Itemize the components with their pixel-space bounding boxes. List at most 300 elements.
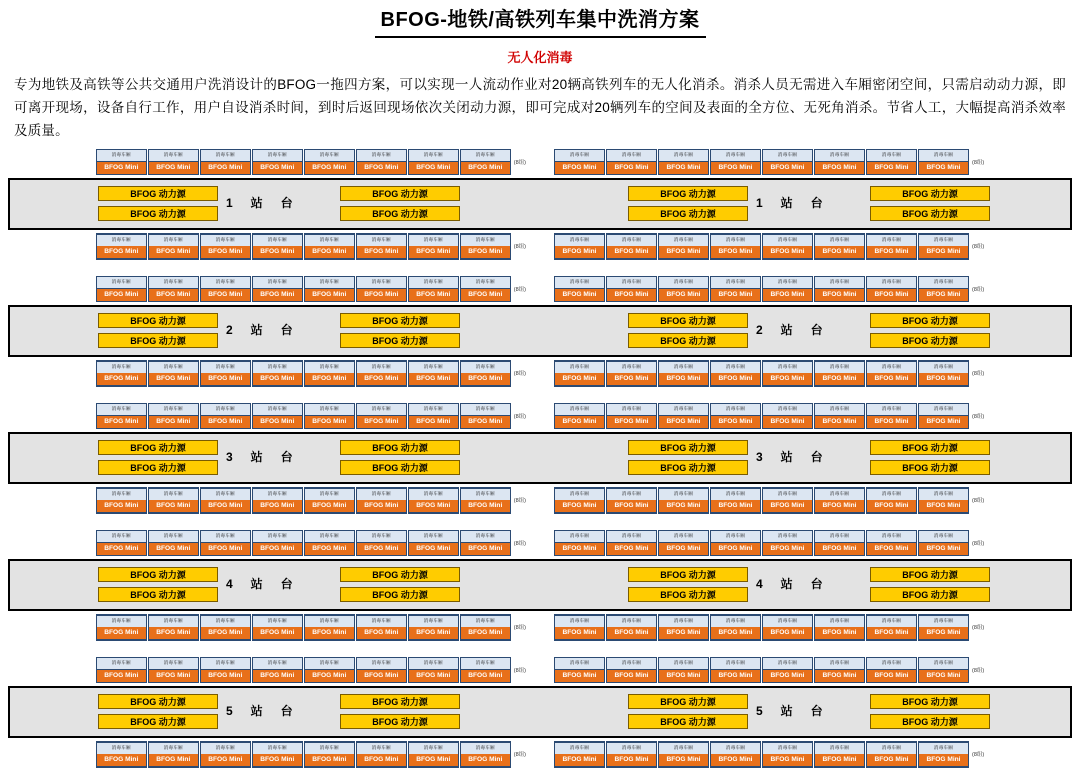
train-car[interactable] — [460, 360, 511, 387]
description-text: 专为地铁及高铁等公共交通用户洗消设计的BFOG一拖四方案，可以实现一人流动作业对20辆高铁列车的无人化消杀。消杀人员无需进入车厢密闭空间，只需启动动力源，即可离开现场，设备自行工作，用户自设消杀时间，到时后返回现场依次关闭动力源，即可完成对20辆列车的空间及表面的全方位、无死角消杀。节省人工，大幅提高消杀效率及质量。 — [14, 77, 1066, 138]
car-label: 消毒车厢 — [475, 279, 495, 285]
car-count-tag: (8组) — [513, 540, 526, 547]
train-left-bottom_row — [96, 614, 511, 641]
car-label: 消毒车厢 — [569, 152, 590, 158]
train-car[interactable] — [606, 233, 657, 260]
row-half-right — [554, 487, 984, 514]
train-car[interactable] — [200, 657, 251, 683]
bfog-power-source[interactable]: BFOG 动力源 — [98, 186, 218, 201]
train-car[interactable] — [918, 149, 969, 175]
bfog-mini-unit: BFOG Mini — [711, 542, 760, 555]
train-car[interactable] — [606, 657, 657, 683]
bfog-mini-unit: BFOG Mini — [607, 542, 656, 555]
row-half-left — [96, 360, 526, 387]
train-car[interactable] — [710, 614, 761, 641]
bfog-power-source[interactable]: BFOG 动力源 — [340, 313, 460, 328]
bfog-power-source[interactable]: BFOG 动力源 — [98, 313, 218, 328]
train-car[interactable] — [304, 614, 355, 641]
row-half-right — [554, 403, 984, 429]
train-car[interactable] — [460, 403, 511, 429]
train-car[interactable] — [460, 487, 511, 514]
train-car[interactable] — [866, 233, 917, 260]
bfog-power-source[interactable]: BFOG 动力源 — [628, 714, 748, 729]
train-car[interactable] — [460, 614, 511, 641]
train-car[interactable] — [356, 233, 407, 260]
car-label: 消毒车厢 — [711, 488, 760, 500]
car-count-tag: (8组) — [513, 625, 526, 632]
train-car[interactable] — [866, 530, 917, 556]
train-car[interactable] — [304, 149, 355, 175]
train-car[interactable] — [918, 614, 969, 641]
train-car[interactable] — [866, 657, 917, 683]
car-count-tag: (8组) — [513, 413, 526, 420]
train-car[interactable] — [762, 276, 813, 302]
train-car[interactable] — [762, 403, 813, 429]
train-car[interactable] — [96, 487, 147, 514]
train-car[interactable] — [762, 360, 813, 387]
train-car[interactable] — [866, 149, 917, 175]
train-car[interactable] — [658, 614, 709, 641]
bfog-power-source[interactable]: BFOG 动力源 — [98, 460, 218, 475]
train-car[interactable] — [356, 741, 407, 768]
train-car[interactable] — [200, 530, 251, 556]
train-car[interactable] — [918, 276, 969, 302]
train-car[interactable] — [304, 657, 355, 683]
row-half-right — [554, 233, 984, 260]
car-label: 消毒车厢 — [555, 615, 604, 627]
train-car[interactable] — [356, 403, 407, 429]
platform-half-right — [540, 434, 1070, 482]
train-car[interactable] — [918, 233, 969, 260]
bfog-power-source[interactable]: BFOG 动力源 — [870, 567, 990, 582]
bfog-mini-unit: BFOG Mini — [763, 246, 812, 259]
train-car[interactable] — [356, 276, 407, 302]
bfog-power-source[interactable]: BFOG 动力源 — [870, 587, 990, 602]
train-car[interactable] — [304, 741, 355, 768]
car-label: 消毒车厢 — [555, 488, 604, 500]
train-car[interactable] — [408, 149, 459, 175]
bfog-power-source[interactable]: BFOG 动力源 — [340, 587, 460, 602]
train-car[interactable] — [918, 487, 969, 514]
bfog-mini-unit: BFOG Mini — [253, 669, 302, 682]
car-label: 消毒车厢 — [267, 533, 287, 539]
train-car[interactable] — [554, 276, 605, 302]
bfog-mini-unit: BFOG Mini — [357, 754, 406, 767]
car-label: 消毒车厢 — [621, 533, 642, 539]
car-label: 消毒车厢 — [409, 361, 458, 373]
bfog-mini-unit: BFOG Mini — [409, 627, 458, 640]
train-car[interactable] — [96, 657, 147, 683]
train-car[interactable] — [710, 403, 761, 429]
bfog-power-source[interactable]: BFOG 动力源 — [628, 694, 748, 709]
train-car[interactable] — [96, 233, 147, 260]
car-label: 消毒车厢 — [607, 361, 656, 373]
car-label: 消毒车厢 — [725, 279, 746, 285]
train-car[interactable] — [408, 233, 459, 260]
train-car[interactable] — [554, 360, 605, 387]
train-car[interactable] — [606, 741, 657, 768]
train-car[interactable] — [460, 233, 511, 260]
bfog-power-source[interactable]: BFOG 动力源 — [340, 440, 460, 455]
car-label: 消毒车厢 — [815, 361, 864, 373]
train-car[interactable] — [606, 276, 657, 302]
train-car[interactable] — [356, 149, 407, 175]
bfog-mini-unit: BFOG Mini — [97, 415, 146, 428]
bfog-mini-unit: BFOG Mini — [97, 246, 146, 259]
train-car[interactable] — [554, 403, 605, 429]
bfog-power-source[interactable]: BFOG 动力源 — [340, 333, 460, 348]
train-car[interactable] — [148, 403, 199, 429]
car-label: 消毒车厢 — [829, 279, 850, 285]
train-car[interactable] — [200, 149, 251, 175]
bfog-mini-unit: BFOG Mini — [555, 542, 604, 555]
train-car[interactable] — [658, 276, 709, 302]
car-label: 消毒车厢 — [461, 488, 510, 500]
bfog-power-source[interactable]: BFOG 动力源 — [340, 694, 460, 709]
bfog-mini-unit: BFOG Mini — [763, 627, 812, 640]
train-car[interactable] — [148, 360, 199, 387]
train-car[interactable] — [304, 276, 355, 302]
bfog-mini-unit: BFOG Mini — [201, 754, 250, 767]
bfog-power-source[interactable]: BFOG 动力源 — [870, 440, 990, 455]
platform-half-left — [10, 307, 540, 355]
train-car[interactable] — [554, 741, 605, 768]
train-car[interactable] — [356, 360, 407, 387]
car-label: 消毒车厢 — [201, 742, 250, 754]
train-car[interactable] — [408, 403, 459, 429]
train-car[interactable] — [762, 530, 813, 556]
page-subtitle: 无人化消毒 — [507, 50, 573, 65]
platform-half-left — [10, 180, 540, 228]
car-label: 消毒车厢 — [461, 361, 510, 373]
train-car[interactable] — [606, 614, 657, 641]
train-car[interactable] — [866, 741, 917, 768]
bfog-mini-unit: BFOG Mini — [555, 500, 604, 513]
train-car[interactable] — [710, 530, 761, 556]
train-car[interactable] — [148, 530, 199, 556]
bfog-power-source[interactable]: BFOG 动力源 — [628, 333, 748, 348]
train-car[interactable] — [658, 149, 709, 175]
train-car[interactable] — [554, 657, 605, 683]
train-car[interactable] — [356, 657, 407, 683]
car-label: 消毒车厢 — [253, 234, 302, 246]
train-car[interactable] — [658, 403, 709, 429]
bfog-power-source[interactable]: BFOG 动力源 — [98, 587, 218, 602]
car-label: 消毒车厢 — [621, 660, 642, 666]
car-label: 消毒车厢 — [253, 615, 302, 627]
row-half-right — [554, 614, 984, 641]
train-car[interactable] — [710, 149, 761, 175]
train-car[interactable] — [762, 657, 813, 683]
train-car[interactable] — [96, 276, 147, 302]
train-car[interactable] — [252, 403, 303, 429]
train-car[interactable] — [304, 487, 355, 514]
bfog-mini-unit: BFOG Mini — [659, 415, 708, 428]
train-car[interactable] — [814, 233, 865, 260]
bfog-power-source[interactable]: BFOG 动力源 — [98, 440, 218, 455]
bfog-mini-unit: BFOG Mini — [357, 500, 406, 513]
station-spacer — [8, 266, 1072, 276]
train-car[interactable] — [148, 233, 199, 260]
car-label: 消毒车厢 — [621, 279, 642, 285]
train-car[interactable] — [304, 360, 355, 387]
car-label: 消毒车厢 — [867, 742, 916, 754]
train-car[interactable] — [606, 360, 657, 387]
train-car[interactable] — [710, 233, 761, 260]
bfog-power-source[interactable]: BFOG 动力源 — [628, 460, 748, 475]
train-car[interactable] — [606, 530, 657, 556]
car-label: 消毒车厢 — [919, 488, 968, 500]
train-car[interactable] — [710, 657, 761, 683]
train-car[interactable] — [408, 530, 459, 556]
train-car[interactable] — [408, 741, 459, 768]
train-car[interactable] — [814, 530, 865, 556]
train-car[interactable] — [252, 741, 303, 768]
train-car[interactable] — [200, 487, 251, 514]
train-car[interactable] — [148, 657, 199, 683]
bfog-mini-unit: BFOG Mini — [659, 373, 708, 386]
car-label: 消毒车厢 — [305, 361, 354, 373]
car-count-tag: (8组) — [513, 244, 526, 251]
car-label: 消毒车厢 — [305, 742, 354, 754]
train-car[interactable] — [356, 614, 407, 641]
bfog-mini-unit: BFOG Mini — [711, 246, 760, 259]
car-label: 消毒车厢 — [777, 152, 798, 158]
train-car[interactable] — [710, 360, 761, 387]
train-car[interactable] — [814, 149, 865, 175]
car-label: 消毒车厢 — [829, 406, 850, 412]
bfog-power-source[interactable]: BFOG 动力源 — [340, 186, 460, 201]
bfog-mini-unit: BFOG Mini — [763, 161, 812, 174]
train-car[interactable] — [148, 741, 199, 768]
car-label: 消毒车厢 — [357, 361, 406, 373]
platform-half-left — [10, 434, 540, 482]
train-car[interactable] — [918, 403, 969, 429]
train-car[interactable] — [408, 614, 459, 641]
bfog-mini-unit: BFOG Mini — [149, 161, 198, 174]
bfog-power-source[interactable]: BFOG 动力源 — [98, 694, 218, 709]
train-car[interactable] — [252, 276, 303, 302]
platform-label: 5 站 台 — [756, 703, 826, 718]
bfog-mini-unit: BFOG Mini — [555, 161, 604, 174]
bfog-mini-unit: BFOG Mini — [867, 669, 916, 682]
train-car[interactable] — [96, 530, 147, 556]
bfog-power-source[interactable]: BFOG 动力源 — [628, 587, 748, 602]
bfog-power-source[interactable]: BFOG 动力源 — [870, 333, 990, 348]
train-car[interactable] — [460, 741, 511, 768]
bfog-power-source[interactable]: BFOG 动力源 — [340, 460, 460, 475]
train-car[interactable] — [658, 360, 709, 387]
bfog-power-source[interactable]: BFOG 动力源 — [628, 313, 748, 328]
car-label: 消毒车厢 — [111, 406, 131, 412]
train-car[interactable] — [606, 149, 657, 175]
bfog-power-source[interactable]: BFOG 动力源 — [98, 567, 218, 582]
train-car[interactable] — [762, 741, 813, 768]
train-car[interactable] — [252, 657, 303, 683]
car-row — [8, 360, 1072, 387]
car-label: 消毒车厢 — [829, 152, 850, 158]
platform-half-right — [540, 561, 1070, 609]
car-label: 消毒车厢 — [319, 152, 339, 158]
train-car[interactable] — [200, 360, 251, 387]
bfog-power-source[interactable]: BFOG 动力源 — [98, 206, 218, 221]
car-label: 消毒车厢 — [621, 406, 642, 412]
car-label: 消毒车厢 — [933, 406, 954, 412]
train-right-top_row — [554, 530, 969, 556]
train-car[interactable] — [762, 614, 813, 641]
train-car[interactable] — [918, 360, 969, 387]
train-car[interactable] — [658, 233, 709, 260]
bfog-mini-unit: BFOG Mini — [919, 669, 968, 682]
train-car[interactable] — [148, 149, 199, 175]
train-car[interactable] — [460, 657, 511, 683]
bfog-mini-unit: BFOG Mini — [253, 246, 302, 259]
train-car[interactable] — [710, 487, 761, 514]
train-car[interactable] — [554, 530, 605, 556]
train-car[interactable] — [866, 276, 917, 302]
train-car[interactable] — [252, 360, 303, 387]
train-car[interactable] — [200, 403, 251, 429]
train-car[interactable] — [252, 614, 303, 641]
train-car[interactable] — [606, 403, 657, 429]
bfog-power-source[interactable]: BFOG 动力源 — [340, 206, 460, 221]
train-car[interactable] — [658, 530, 709, 556]
train-car[interactable] — [252, 149, 303, 175]
car-label: 消毒车厢 — [673, 406, 694, 412]
train-car[interactable] — [814, 657, 865, 683]
bfog-mini-unit: BFOG Mini — [867, 246, 916, 259]
bfog-power-source[interactable]: BFOG 动力源 — [340, 714, 460, 729]
train-car[interactable] — [304, 403, 355, 429]
train-car[interactable] — [200, 741, 251, 768]
car-label: 消毒车厢 — [267, 406, 287, 412]
train-car[interactable] — [814, 276, 865, 302]
train-car[interactable] — [148, 487, 199, 514]
bfog-power-source[interactable]: BFOG 动力源 — [98, 714, 218, 729]
bfog-mini-unit: BFOG Mini — [867, 627, 916, 640]
car-label: 消毒车厢 — [201, 234, 250, 246]
train-car[interactable] — [148, 614, 199, 641]
train-car[interactable] — [554, 614, 605, 641]
train-car[interactable] — [460, 530, 511, 556]
bfog-power-source[interactable]: BFOG 动力源 — [870, 460, 990, 475]
bfog-power-source[interactable]: BFOG 动力源 — [870, 694, 990, 709]
train-car[interactable] — [918, 530, 969, 556]
train-car[interactable] — [606, 487, 657, 514]
train-car[interactable] — [866, 487, 917, 514]
bfog-power-source[interactable]: BFOG 动力源 — [628, 567, 748, 582]
train-car[interactable] — [866, 360, 917, 387]
train-car[interactable] — [762, 487, 813, 514]
bfog-mini-unit: BFOG Mini — [357, 288, 406, 301]
train-car[interactable] — [710, 741, 761, 768]
train-car[interactable] — [304, 233, 355, 260]
train-car[interactable] — [148, 276, 199, 302]
train-car[interactable] — [814, 403, 865, 429]
train-car[interactable] — [96, 403, 147, 429]
car-label: 消毒车厢 — [357, 488, 406, 500]
car-label: 消毒车厢 — [569, 660, 590, 666]
train-car[interactable] — [200, 614, 251, 641]
bfog-mini-unit: BFOG Mini — [815, 669, 864, 682]
bfog-mini-unit: BFOG Mini — [305, 415, 354, 428]
train-car[interactable] — [200, 233, 251, 260]
bfog-mini-unit: BFOG Mini — [607, 288, 656, 301]
train-car[interactable] — [96, 149, 147, 175]
train-car[interactable] — [762, 233, 813, 260]
train-car[interactable] — [252, 233, 303, 260]
train-car[interactable] — [658, 741, 709, 768]
car-label: 消毒车厢 — [475, 406, 495, 412]
train-car[interactable] — [918, 741, 969, 768]
train-car[interactable] — [252, 530, 303, 556]
car-label: 消毒车厢 — [867, 361, 916, 373]
bfog-mini-unit: BFOG Mini — [201, 288, 250, 301]
train-car[interactable] — [710, 276, 761, 302]
train-car[interactable] — [96, 360, 147, 387]
car-label: 消毒车厢 — [163, 152, 183, 158]
train-car[interactable] — [658, 657, 709, 683]
train-car[interactable] — [460, 276, 511, 302]
train-car[interactable] — [356, 487, 407, 514]
train-car[interactable] — [814, 487, 865, 514]
train-car[interactable] — [866, 614, 917, 641]
train-car[interactable] — [304, 530, 355, 556]
bfog-mini-unit: BFOG Mini — [409, 669, 458, 682]
car-row — [8, 233, 1072, 260]
train-car[interactable] — [554, 149, 605, 175]
bfog-power-source[interactable]: BFOG 动力源 — [870, 206, 990, 221]
train-car[interactable] — [408, 657, 459, 683]
train-car[interactable] — [918, 657, 969, 683]
train-car[interactable] — [658, 487, 709, 514]
train-car[interactable] — [200, 276, 251, 302]
car-label: 消毒车厢 — [607, 234, 656, 246]
bfog-power-source[interactable]: BFOG 动力源 — [628, 440, 748, 455]
bfog-power-source[interactable]: BFOG 动力源 — [870, 186, 990, 201]
bfog-mini-unit: BFOG Mini — [409, 288, 458, 301]
bfog-power-source[interactable]: BFOG 动力源 — [628, 186, 748, 201]
train-car[interactable] — [96, 741, 147, 768]
train-car[interactable] — [408, 487, 459, 514]
train-car[interactable] — [96, 614, 147, 641]
train-car[interactable] — [408, 276, 459, 302]
train-car[interactable] — [356, 530, 407, 556]
train-car[interactable] — [554, 233, 605, 260]
platform-label: 3 站 台 — [226, 449, 296, 464]
train-car[interactable] — [814, 614, 865, 641]
train-car[interactable] — [554, 487, 605, 514]
train-car[interactable] — [866, 403, 917, 429]
train-car[interactable] — [814, 360, 865, 387]
platform-band — [8, 686, 1072, 738]
bfog-power-source[interactable]: BFOG 动力源 — [98, 333, 218, 348]
car-label: 消毒车厢 — [555, 742, 604, 754]
bfog-power-source[interactable]: BFOG 动力源 — [870, 313, 990, 328]
bfog-mini-unit: BFOG Mini — [201, 246, 250, 259]
bfog-mini-unit: BFOG Mini — [357, 415, 406, 428]
train-car[interactable] — [814, 741, 865, 768]
train-car[interactable] — [762, 149, 813, 175]
train-car[interactable] — [408, 360, 459, 387]
car-label: 消毒车厢 — [777, 406, 798, 412]
bfog-power-source[interactable]: BFOG 动力源 — [340, 567, 460, 582]
bfog-power-source[interactable]: BFOG 动力源 — [628, 206, 748, 221]
bfog-mini-unit: BFOG Mini — [149, 669, 198, 682]
bfog-power-source[interactable]: BFOG 动力源 — [870, 714, 990, 729]
train-car[interactable] — [460, 149, 511, 175]
train-car[interactable] — [252, 487, 303, 514]
